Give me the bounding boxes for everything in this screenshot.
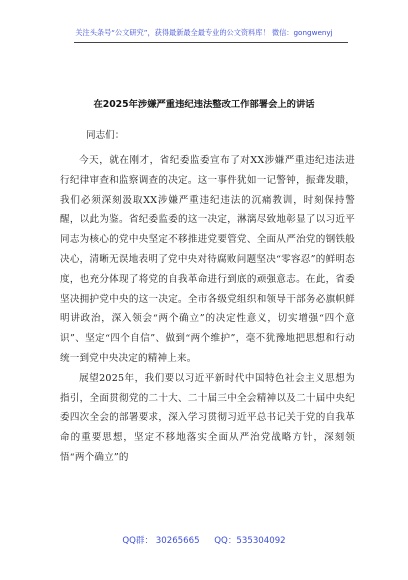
- salutation: 同志们：: [86, 130, 125, 141]
- document-title: 在2025年涉嫌严重违纪违法整改工作部署会上的讲话: [93, 99, 315, 110]
- document-body: [60, 151, 355, 468]
- contact-footer: [0, 534, 408, 546]
- qq-number: QQ：535304092: [214, 536, 286, 546]
- paragraph: 展望2025年，我们要以习近平新时代中国特色社会主义思想为指引，全面贯彻党的二十大、二十届三中全会精神以及二十届中央纪委四次全会的部署要求，深入学习贯彻习近平总书记关于党的自我革命的重要思想，坚定不移地落实全面从严治党战略方针，深刻领悟“两个确立”的: [60, 372, 355, 463]
- qq-group: QQ群： 30265665: [122, 536, 200, 546]
- header-divider: [74, 42, 348, 43]
- paragraph: 今天，就在刚才，省纪委监委宣布了对XX涉嫌严重违纪违法进行纪律审查和监察调查的决定。这一事件犹如一记警钟，振聋发聩，我们必须深刻汲取XX涉嫌严重违纪违法的沉痛教训，时刻保持警醒，以此为鉴。省纪委监委的这一决定，淋漓尽致地彰显了以习近平同志为核心的党中央坚定不移推进党要管党、全面从严治党的钢铁般决心，清晰无误地表明了党中央对待腐败问题坚决“零容忍”的鲜明态度，也充分体现了将党的自我革命进行到底的顽强意志。在此，省委坚决拥护党中央的这一决定。全市各级党组织和领导干部务必旗帜鲜明讲政治，深入领会“两个确立”的决定性意义，切实增强“四个意识”、坚定“四个自信”、做到“两个维护”，毫不犹豫地把思想和行动统一到党中央决定的精神上来。: [60, 155, 355, 364]
- promo-header: 关注头条号“公文研究”，获得最新最全最专业的公文资料库！ 微信：gongwenyj: [75, 28, 333, 37]
